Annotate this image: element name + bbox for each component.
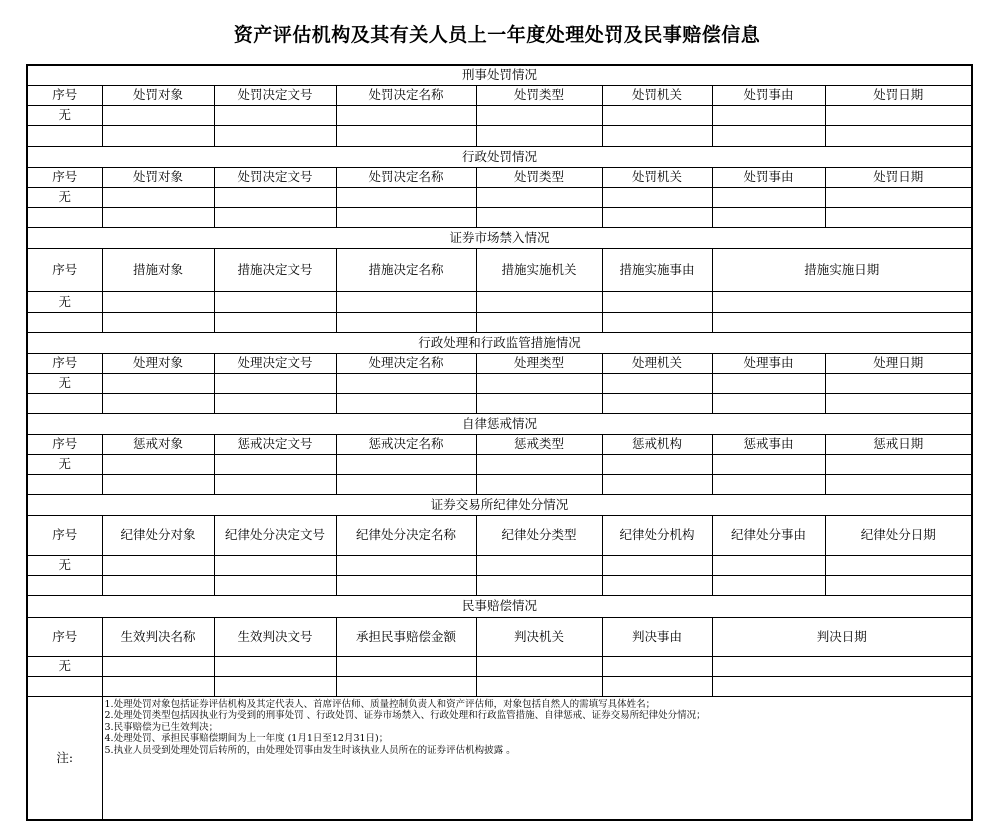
table-cell xyxy=(602,676,712,696)
administrative-header-row xyxy=(27,167,972,187)
col-header: 惩戒决定文号 xyxy=(214,434,336,454)
table-cell xyxy=(214,575,336,595)
table-cell xyxy=(602,474,712,494)
table-cell xyxy=(102,454,214,474)
notes-cell xyxy=(102,696,972,820)
note-item: 2.处理处罚类型包括因执业行为受到的刑事处罚 、行政处罚、证券市场禁入、行政处理和行政监管措施、自律惩戒、证券交易所纪律处分情况； xyxy=(104,710,706,721)
table-cell xyxy=(602,187,712,207)
col-header: 纪律处分日期 xyxy=(825,515,972,555)
col-header: 序号 xyxy=(27,248,102,291)
col-header: 纪律处分事由 xyxy=(712,515,825,555)
table-row xyxy=(27,676,972,696)
empty-marker: 无 xyxy=(27,187,102,207)
section-title-market-ban: 证券市场禁入情况 xyxy=(27,227,972,248)
section-title-civil-compensation: 民事赔偿情况 xyxy=(27,595,972,617)
table-cell xyxy=(712,474,825,494)
table-cell xyxy=(214,105,336,125)
table-cell xyxy=(602,555,712,575)
table-cell xyxy=(825,373,972,393)
table-cell xyxy=(102,474,214,494)
col-header: 处罚对象 xyxy=(102,85,214,105)
table-cell xyxy=(712,125,825,146)
table-cell xyxy=(214,291,336,312)
col-header: 处罚机关 xyxy=(602,85,712,105)
col-header: 处罚机关 xyxy=(602,167,712,187)
col-header: 序号 xyxy=(27,434,102,454)
col-header: 处理事由 xyxy=(712,353,825,373)
table-cell xyxy=(336,676,476,696)
col-header: 惩戒机构 xyxy=(602,434,712,454)
section-title-criminal: 刑事处罚情况 xyxy=(27,65,972,85)
table-cell xyxy=(825,105,972,125)
col-header: 措施决定文号 xyxy=(214,248,336,291)
col-header: 生效判决文号 xyxy=(214,617,336,656)
table-cell xyxy=(336,207,476,227)
col-header: 措施对象 xyxy=(102,248,214,291)
table-cell xyxy=(712,291,972,312)
table-cell xyxy=(712,187,825,207)
table-cell xyxy=(602,454,712,474)
table-cell xyxy=(476,393,602,413)
table-cell xyxy=(825,187,972,207)
criminal-section-row xyxy=(27,65,972,85)
table-cell xyxy=(602,656,712,676)
col-header: 处理决定文号 xyxy=(214,353,336,373)
notes-label: 注: xyxy=(27,696,102,820)
table-cell xyxy=(27,312,102,332)
table-cell xyxy=(825,575,972,595)
table-cell xyxy=(825,125,972,146)
table-row xyxy=(27,312,972,332)
table-cell xyxy=(476,373,602,393)
table-cell xyxy=(27,676,102,696)
market-ban-section-row xyxy=(27,227,972,248)
table-cell xyxy=(336,454,476,474)
civil-compensation-section-row xyxy=(27,595,972,617)
table-cell xyxy=(336,474,476,494)
col-header: 序号 xyxy=(27,617,102,656)
self-discipline-header-row xyxy=(27,434,972,454)
table-cell xyxy=(214,474,336,494)
table-cell xyxy=(214,187,336,207)
col-header: 序号 xyxy=(27,85,102,105)
table-cell xyxy=(102,575,214,595)
table-cell xyxy=(214,676,336,696)
table-cell xyxy=(27,575,102,595)
table-cell xyxy=(102,676,214,696)
table-cell xyxy=(102,207,214,227)
table-cell xyxy=(712,373,825,393)
table-row xyxy=(27,454,972,474)
col-header: 承担民事赔偿金额 xyxy=(336,617,476,656)
table-row xyxy=(27,105,972,125)
col-header: 措施实施机关 xyxy=(476,248,602,291)
table-cell xyxy=(602,125,712,146)
section-title-supervision: 行政处理和行政监管措施情况 xyxy=(27,332,972,353)
empty-marker: 无 xyxy=(27,454,102,474)
table-cell xyxy=(336,105,476,125)
col-header: 措施实施日期 xyxy=(712,248,972,291)
section-title-administrative: 行政处罚情况 xyxy=(27,146,972,167)
table-cell xyxy=(602,575,712,595)
col-header: 处罚日期 xyxy=(825,85,972,105)
col-header: 处罚日期 xyxy=(825,167,972,187)
table-cell xyxy=(336,656,476,676)
table-cell xyxy=(336,373,476,393)
col-header: 处罚决定文号 xyxy=(214,85,336,105)
table-cell xyxy=(214,125,336,146)
table-row xyxy=(27,656,972,676)
table-cell xyxy=(476,676,602,696)
table-cell xyxy=(336,312,476,332)
administrative-section-row xyxy=(27,146,972,167)
table-cell xyxy=(712,454,825,474)
table-row xyxy=(27,474,972,494)
table-cell xyxy=(27,474,102,494)
table-cell xyxy=(602,207,712,227)
table-cell xyxy=(102,373,214,393)
note-item: 1.处理处罚对象包括证券评估机构及其定代表人、首席评估师、质量控制负责人和资产评估师，对象包括自然人的需填写具体姓名； xyxy=(104,698,656,710)
col-header: 判决事由 xyxy=(602,617,712,656)
table-cell xyxy=(214,555,336,575)
exchange-discipline-section-row xyxy=(27,494,972,515)
table-row xyxy=(27,393,972,413)
col-header: 处理对象 xyxy=(102,353,214,373)
table-cell xyxy=(825,555,972,575)
col-header: 处理日期 xyxy=(825,353,972,373)
col-header: 措施实施事由 xyxy=(602,248,712,291)
table-cell xyxy=(476,291,602,312)
empty-marker: 无 xyxy=(27,373,102,393)
col-header: 处罚事由 xyxy=(712,167,825,187)
col-header: 纪律处分对象 xyxy=(102,515,214,555)
col-header: 处理机关 xyxy=(602,353,712,373)
table-cell xyxy=(712,105,825,125)
table-cell xyxy=(102,187,214,207)
table-cell xyxy=(336,575,476,595)
self-discipline-section-row xyxy=(27,413,972,434)
note-item: 4.处理处罚、承担民事赔偿期间为上一年度 (1月1日至12月31日)； xyxy=(104,733,389,744)
table-cell xyxy=(214,207,336,227)
table-cell xyxy=(27,207,102,227)
disclosure-table xyxy=(26,64,973,821)
table-cell xyxy=(102,105,214,125)
table-cell xyxy=(476,105,602,125)
table-cell xyxy=(476,454,602,474)
table-cell xyxy=(336,393,476,413)
table-cell xyxy=(476,125,602,146)
table-cell xyxy=(102,555,214,575)
empty-marker: 无 xyxy=(27,105,102,125)
table-cell xyxy=(214,393,336,413)
empty-marker: 无 xyxy=(27,656,102,676)
table-cell xyxy=(336,555,476,575)
col-header: 纪律处分机构 xyxy=(602,515,712,555)
note-item: 5.执业人员受到处理处罚后转所的，由处理处罚事由发生时该执业人员所在的证券评估机构披露 。 xyxy=(104,744,516,756)
table-cell xyxy=(476,575,602,595)
table-row xyxy=(27,575,972,595)
col-header: 处罚事由 xyxy=(712,85,825,105)
col-header: 处罚类型 xyxy=(476,167,602,187)
table-row xyxy=(27,187,972,207)
table-cell xyxy=(712,207,825,227)
table-cell xyxy=(214,312,336,332)
table-cell xyxy=(712,555,825,575)
col-header: 处罚对象 xyxy=(102,167,214,187)
table-cell xyxy=(602,312,712,332)
table-cell xyxy=(825,454,972,474)
exchange-discipline-header-row xyxy=(27,515,972,555)
col-header: 惩戒决定名称 xyxy=(336,434,476,454)
table-cell xyxy=(602,373,712,393)
col-header: 判决机关 xyxy=(476,617,602,656)
col-header: 序号 xyxy=(27,353,102,373)
col-header: 处理类型 xyxy=(476,353,602,373)
table-cell xyxy=(476,187,602,207)
table-cell xyxy=(102,656,214,676)
table-cell xyxy=(602,393,712,413)
civil-compensation-header-row xyxy=(27,617,972,656)
table-row xyxy=(27,125,972,146)
table-cell xyxy=(476,555,602,575)
col-header: 惩戒对象 xyxy=(102,434,214,454)
supervision-section-row xyxy=(27,332,972,353)
table-cell xyxy=(825,393,972,413)
table-cell xyxy=(102,393,214,413)
table-cell xyxy=(602,105,712,125)
col-header: 处理决定名称 xyxy=(336,353,476,373)
table-cell xyxy=(214,656,336,676)
col-header: 处罚类型 xyxy=(476,85,602,105)
notes-row xyxy=(27,696,972,820)
col-header: 判决日期 xyxy=(712,617,972,656)
criminal-header-row xyxy=(27,85,972,105)
col-header: 纪律处分决定名称 xyxy=(336,515,476,555)
table-cell xyxy=(476,656,602,676)
table-cell xyxy=(336,187,476,207)
table-cell xyxy=(602,291,712,312)
table-cell xyxy=(214,454,336,474)
col-header: 措施决定名称 xyxy=(336,248,476,291)
col-header: 纪律处分决定文号 xyxy=(214,515,336,555)
table-row xyxy=(27,555,972,575)
col-header: 惩戒日期 xyxy=(825,434,972,454)
col-header: 惩戒事由 xyxy=(712,434,825,454)
table-cell xyxy=(712,575,825,595)
page-title: 资产评估机构及其有关人员上一年度处理处罚及民事赔偿信息 xyxy=(233,24,761,46)
col-header: 生效判决名称 xyxy=(102,617,214,656)
table-cell xyxy=(336,125,476,146)
table-cell xyxy=(712,393,825,413)
empty-marker: 无 xyxy=(27,291,102,312)
table-cell xyxy=(476,312,602,332)
table-cell xyxy=(214,373,336,393)
table-cell xyxy=(102,291,214,312)
table-row xyxy=(27,207,972,227)
table-cell xyxy=(712,312,972,332)
empty-marker: 无 xyxy=(27,555,102,575)
note-item: 3.民事赔偿为已生效判决； xyxy=(104,721,219,733)
table-row xyxy=(27,291,972,312)
table-cell xyxy=(825,474,972,494)
table-cell xyxy=(712,656,972,676)
section-title-exchange-discipline: 证券交易所纪律处分情况 xyxy=(27,494,972,515)
col-header: 序号 xyxy=(27,167,102,187)
section-title-self-discipline: 自律惩戒情况 xyxy=(27,413,972,434)
table-cell xyxy=(102,312,214,332)
table-cell xyxy=(27,393,102,413)
col-header: 处罚决定名称 xyxy=(336,167,476,187)
col-header: 序号 xyxy=(27,515,102,555)
col-header: 惩戒类型 xyxy=(476,434,602,454)
supervision-header-row xyxy=(27,353,972,373)
table-cell xyxy=(476,207,602,227)
col-header: 纪律处分类型 xyxy=(476,515,602,555)
table-cell xyxy=(336,291,476,312)
table-row xyxy=(27,373,972,393)
table-cell xyxy=(825,207,972,227)
col-header: 处罚决定名称 xyxy=(336,85,476,105)
table-cell xyxy=(476,474,602,494)
col-header: 处罚决定文号 xyxy=(214,167,336,187)
market-ban-header-row xyxy=(27,248,972,291)
table-cell xyxy=(102,125,214,146)
table-cell xyxy=(712,676,972,696)
table-cell xyxy=(27,125,102,146)
